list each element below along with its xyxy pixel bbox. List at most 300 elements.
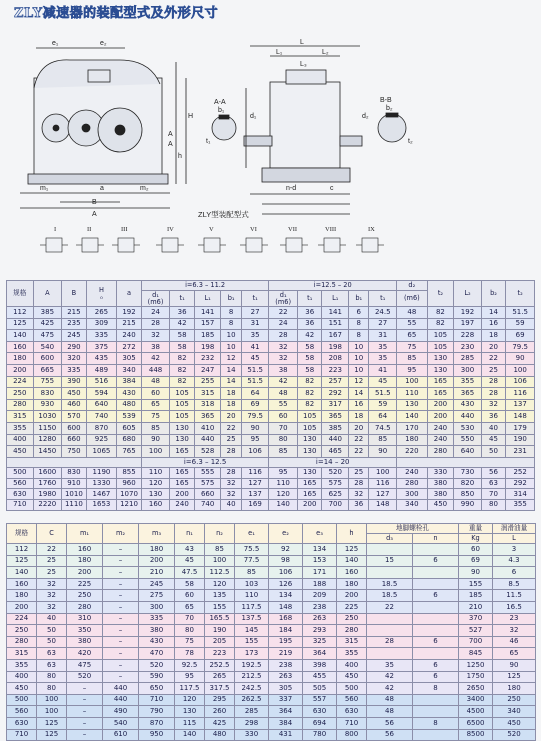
table-cell: 25 [221, 434, 241, 446]
table-cell: 315 [337, 636, 367, 648]
table-row [7, 590, 536, 602]
table-cell: 8500 [459, 729, 493, 741]
table-cell: 69 [241, 399, 269, 411]
table-cell: 340 [117, 364, 142, 376]
table1-body-b [7, 467, 535, 510]
table-cell: 82 [297, 399, 322, 411]
table-cell: 590 [139, 671, 175, 683]
table-row [7, 601, 536, 613]
table-cell: 100 [369, 467, 397, 478]
table-cell: 48 [367, 706, 413, 718]
dim-label-m2: m₂ [140, 185, 149, 192]
table-cell: 1150 [33, 422, 62, 434]
table-cell: 500 [337, 683, 367, 695]
table-cell: 263 [303, 613, 337, 625]
table-cell: 8 [221, 318, 241, 330]
table-cell: 355 [7, 422, 34, 434]
table-cell: 465 [322, 446, 349, 458]
table-cell: 36 [297, 318, 322, 330]
table-cell: 420 [67, 648, 103, 660]
table-cell: 430 [117, 388, 142, 400]
table-cell: 103 [235, 578, 269, 590]
table-cell: 8 [413, 683, 459, 695]
table-cell: 126 [269, 578, 303, 590]
table-cell: 20 [349, 422, 369, 434]
table-cell: 35 [367, 659, 413, 671]
table-cell: 55 [397, 318, 428, 330]
table-cell: 79.5 [506, 341, 535, 353]
table-cell: 110 [269, 478, 298, 489]
dim-label-b1: b₁ [218, 107, 225, 114]
table-cell: 65 [397, 330, 428, 342]
table-cell: 51.5 [241, 376, 269, 388]
table-cell: 100 [141, 446, 170, 458]
table-cell: 539 [117, 411, 142, 423]
table-cell: 70 [269, 422, 298, 434]
table-cell: 660 [62, 434, 87, 446]
table-cell: 260 [205, 706, 235, 718]
table-cell: 250 [7, 625, 37, 637]
table-cell: 90 [241, 422, 269, 434]
t2-header-m1: m₁ [67, 524, 103, 544]
table-cell: 110 [141, 467, 170, 478]
table-cell: 197 [454, 318, 482, 330]
table-cell: 31 [369, 330, 397, 342]
t2-header-m3: m₃ [139, 524, 175, 544]
table-cell: 165 [297, 478, 322, 489]
table-cell: 41 [241, 341, 269, 353]
table-cell: 20 [481, 341, 506, 353]
table-cell: 845 [459, 648, 493, 660]
table-cell: 625 [322, 489, 349, 500]
table-cell: 165 [170, 467, 195, 478]
table-cell: 42 [170, 318, 195, 330]
section-a-a [212, 115, 236, 140]
table-cell: 245 [62, 330, 87, 342]
table-row [7, 555, 536, 567]
side-view [244, 46, 362, 214]
table-row [7, 434, 535, 446]
table-cell: 90 [493, 659, 536, 671]
table-cell: 95 [397, 364, 428, 376]
table-cell: 1467 [86, 489, 117, 500]
col-header-l2: L₂ [454, 281, 482, 307]
table-cell: 400 [7, 671, 37, 683]
table-row [7, 446, 535, 458]
table-cell: 870 [86, 422, 117, 434]
svg-text:VIII: VIII [325, 226, 337, 233]
svg-text:IV: IV [167, 226, 174, 233]
table-cell: 141 [322, 307, 349, 319]
table-cell: 335 [139, 613, 175, 625]
table-cell: 51.5 [369, 388, 397, 400]
table-cell: 105 [297, 422, 322, 434]
table-cell: 106 [269, 567, 303, 579]
table-cell: 212.5 [235, 671, 269, 683]
table-cell: 18 [349, 411, 369, 423]
table-cell: 505 [303, 683, 337, 695]
table-cell: 28 [221, 467, 241, 478]
col-header-t2: t₂ [427, 281, 454, 307]
col-header-d2: d₂ [397, 281, 428, 291]
table-cell: 600 [62, 422, 87, 434]
table-cell: 318 [194, 399, 221, 411]
table-cell: 28 [221, 446, 241, 458]
table-cell: 1980 [33, 489, 62, 500]
table-cell: 28 [349, 478, 369, 489]
table-cell: 440 [454, 411, 482, 423]
table-cell: 575 [322, 478, 349, 489]
table-cell: 3400 [459, 694, 493, 706]
table-cell: 51.5 [241, 364, 269, 376]
col-header-l1-2: L₁ [322, 291, 349, 307]
table-cell: 224 [7, 376, 34, 388]
t2-header-spec: 规格 [7, 524, 37, 544]
table-cell: 6 [413, 659, 459, 671]
table-cell: 140 [175, 729, 205, 741]
table-cell: 231 [506, 446, 535, 458]
table-cell [367, 625, 413, 637]
table-cell: 200 [7, 364, 34, 376]
table-cell: 105 [170, 388, 195, 400]
table-cell: 78 [175, 648, 205, 660]
table-cell: 210 [139, 567, 175, 579]
table-cell: 765 [117, 446, 142, 458]
table-cell: 10 [221, 330, 241, 342]
table-cell: 364 [303, 648, 337, 660]
table-cell: 105 [170, 411, 195, 423]
table-cell: 32 [37, 578, 67, 590]
table-cell: 530 [454, 422, 482, 434]
table-cell: 58 [175, 578, 205, 590]
table-cell: 198 [322, 341, 349, 353]
table-cell: 32 [269, 341, 298, 353]
table-cell: 375 [86, 341, 117, 353]
table-cell: 14 [481, 307, 506, 319]
table-cell: 35 [369, 353, 397, 365]
assembly-caption: ZLY型装配型式 [198, 210, 249, 219]
table-cell: 300 [397, 489, 428, 500]
table-cell: 280 [67, 601, 103, 613]
dim-label-d2: d₂ [362, 113, 369, 120]
table-cell: 117.5 [235, 601, 269, 613]
table-cell: – [103, 648, 139, 660]
table-cell: 293 [303, 625, 337, 637]
table-cell: – [103, 613, 139, 625]
table-cell: 130 [141, 489, 170, 500]
table-cell: 82 [427, 318, 454, 330]
dim-label-l3: L₃ [300, 61, 307, 68]
assembly-type-9 [356, 226, 384, 252]
table-cell: 65 [141, 399, 170, 411]
table-cell: 850 [454, 489, 482, 500]
table-cell: 32 [141, 330, 170, 342]
table-row [7, 330, 535, 342]
table-cell: 240 [427, 422, 454, 434]
table-cell: 42 [367, 683, 413, 695]
table-cell: 575 [194, 478, 221, 489]
table-cell: 188 [303, 578, 337, 590]
table-cell: 63 [37, 659, 67, 671]
table-cell: 910 [62, 478, 87, 489]
table-cell: 228 [454, 330, 482, 342]
table-cell: 380 [67, 636, 103, 648]
table-cell: 370 [459, 613, 493, 625]
table-cell: 85 [369, 434, 397, 446]
table-cell: 42 [269, 376, 298, 388]
table-cell: 58 [297, 353, 322, 365]
col-header-h [86, 281, 117, 307]
table-cell: 594 [86, 388, 117, 400]
table-cell: 200 [67, 567, 103, 579]
table-cell: 185 [459, 590, 493, 602]
table-cell [413, 544, 459, 556]
table-cell: 450 [62, 388, 87, 400]
table-cell: 190 [506, 434, 535, 446]
cut-mark-a-lower: A [168, 141, 173, 148]
table-cell: 16 [349, 399, 369, 411]
table-cell: 180 [7, 590, 37, 602]
table-cell: 200 [170, 489, 195, 500]
group-header-i2: i=12.5 – 20 [269, 281, 397, 291]
assembly-type-3 [112, 226, 140, 252]
table-cell: 28 [481, 376, 506, 388]
mounting-table [6, 523, 536, 741]
table-cell: 45 [175, 555, 205, 567]
table-cell: 22 [221, 422, 241, 434]
table-cell: 350 [67, 625, 103, 637]
table-cell: 398 [303, 659, 337, 671]
table-cell: 160 [7, 578, 37, 590]
table-cell: 250 [67, 590, 103, 602]
table-cell: 570 [62, 411, 87, 423]
table-cell: 85 [235, 567, 269, 579]
table-cell: 10 [349, 353, 369, 365]
table-cell: 10 [349, 364, 369, 376]
table-cell: 1010 [62, 489, 87, 500]
table-cell: 80 [269, 434, 298, 446]
table-cell: 22 [349, 434, 369, 446]
table-cell [413, 729, 459, 741]
table-cell: 730 [454, 467, 482, 478]
table-cell: 292 [506, 478, 535, 489]
table-cell: 25 [37, 567, 67, 579]
table-cell: 40 [37, 613, 67, 625]
table-cell: 11.5 [493, 590, 536, 602]
table-cell: 173 [235, 648, 269, 660]
table-cell: 82 [170, 364, 195, 376]
t2-header-m2: m₂ [103, 524, 139, 544]
table-cell: 265 [86, 307, 117, 319]
table-cell: 800 [337, 729, 367, 741]
table-cell: 28 [141, 318, 170, 330]
table-cell: 1190 [86, 467, 117, 478]
table-cell: 135 [205, 590, 235, 602]
table-cell: 6 [493, 567, 536, 579]
table-cell: 32 [37, 601, 67, 613]
table-cell: 130 [175, 706, 205, 718]
assembly-type-4 [156, 226, 184, 252]
table-cell: 630 [7, 717, 37, 729]
table-cell: – [67, 729, 103, 741]
t2-header-h: h [337, 524, 367, 544]
table-cell: 450 [493, 717, 536, 729]
table-cell: 430 [139, 636, 175, 648]
table-cell: 165 [297, 489, 322, 500]
col-header-b1-1: b₁ [221, 291, 241, 307]
table-cell: 450 [337, 671, 367, 683]
dim-label-h-small: h [178, 153, 182, 160]
table-cell: 153 [303, 555, 337, 567]
table-cell: 56 [367, 729, 413, 741]
table-cell: 215 [117, 318, 142, 330]
table-cell: 100 [397, 376, 428, 388]
table-cell: 18 [221, 388, 241, 400]
table-cell: 180 [7, 353, 34, 365]
table-cell: 45 [241, 353, 269, 365]
table-cell: 41 [369, 364, 397, 376]
table-cell: 155 [459, 578, 493, 590]
table-cell [413, 694, 459, 706]
table-cell: 42 [141, 353, 170, 365]
table-cell: 520 [493, 729, 536, 741]
table-row [7, 500, 535, 511]
table-cell: 710 [337, 717, 367, 729]
table-row [7, 388, 535, 400]
front-view [20, 48, 186, 208]
table-cell: 540 [33, 341, 62, 353]
col-header-a-small: a [117, 281, 142, 307]
table-cell: 127 [369, 489, 397, 500]
table-cell: 205 [205, 636, 235, 648]
table-cell [413, 578, 459, 590]
t2-header-d3: d₃ [367, 534, 413, 544]
table-cell: 224 [7, 613, 37, 625]
t2-header-e3: e₃ [303, 524, 337, 544]
table-cell: 22 [269, 307, 298, 319]
table-cell: 105 [427, 330, 454, 342]
table-cell: 105 [170, 399, 195, 411]
t2-header-e1: e₁ [235, 524, 269, 544]
table-cell: 240 [117, 330, 142, 342]
table-cell: 250 [7, 388, 34, 400]
table-cell: 219 [269, 648, 303, 660]
table-row [7, 422, 535, 434]
col-header-d1-1 [141, 291, 170, 307]
table-cell: 640 [86, 399, 117, 411]
col-header-d1-2 [269, 291, 298, 307]
table-cell: 48 [397, 307, 428, 319]
table-cell: 120 [175, 694, 205, 706]
table-cell: – [67, 683, 103, 695]
table-cell: 192.5 [235, 659, 269, 671]
table-cell: 106 [506, 376, 535, 388]
t2-header-n1: n₁ [175, 524, 205, 544]
table-cell: 116 [369, 478, 397, 489]
table-cell: 200 [427, 411, 454, 423]
table-cell: 85 [269, 446, 298, 458]
table-cell: 47.5 [175, 567, 205, 579]
table-cell: 100 [37, 706, 67, 718]
table-cell: 431 [269, 729, 303, 741]
table-cell: 340 [493, 706, 536, 718]
table-cell: 475 [67, 659, 103, 671]
table-row [7, 717, 536, 729]
table-cell: 225 [67, 578, 103, 590]
page-title: ZLY减速器的装配型式及外形尺寸 [14, 6, 219, 21]
svg-text:V: V [209, 226, 214, 233]
t2-header-n2: n₂ [205, 524, 235, 544]
table-cell: 335 [86, 330, 117, 342]
table-cell: 75.5 [235, 544, 269, 556]
dim-label-n-d: n-d [286, 185, 297, 192]
col-header-d1-1-label: d₁ [152, 290, 159, 299]
table-cell: 56 [367, 717, 413, 729]
table-cell: 127 [241, 478, 269, 489]
table-cell: 92.5 [175, 659, 205, 671]
table-cell: 870 [139, 717, 175, 729]
table-row [7, 671, 536, 683]
table-cell: 365 [454, 388, 482, 400]
table-cell: 200 [297, 500, 322, 511]
t2-header-weight: 重量 [459, 524, 493, 534]
table-cell: 18 [481, 330, 506, 342]
table-cell: 130 [427, 364, 454, 376]
table-cell: 140 [269, 500, 298, 511]
table-cell: 22 [349, 446, 369, 458]
table-cell: 137 [241, 489, 269, 500]
table-cell: 6 [413, 671, 459, 683]
table-cell: 18.5 [367, 578, 413, 590]
table-cell: 125 [493, 671, 536, 683]
table-row [7, 683, 536, 695]
table-cell: 15 [367, 555, 413, 567]
table-cell: 450 [7, 446, 34, 458]
table-cell: 255 [194, 376, 221, 388]
table-cell: – [103, 671, 139, 683]
table-row [7, 706, 536, 718]
table-cell: 98 [269, 555, 303, 567]
table-cell: 90 [369, 446, 397, 458]
table-cell: 165 [170, 446, 195, 458]
table-cell: 440 [103, 694, 139, 706]
table-cell: 14 [349, 388, 369, 400]
dim-label-b: B [92, 199, 97, 206]
table1-body-a [7, 307, 535, 458]
table-cell: 8 [221, 307, 241, 319]
table-cell: 12 [221, 353, 241, 365]
table-row [7, 467, 535, 478]
assembly-type-7 [280, 226, 308, 252]
table-cell: 240 [427, 434, 454, 446]
subheader-blank-2 [397, 457, 535, 467]
table-cell: 430 [454, 399, 482, 411]
table-cell: 160 [141, 500, 170, 511]
col-header-t2b: t₂ [506, 281, 535, 307]
table-cell: 100 [506, 364, 535, 376]
group-header-i2-b: i=14 – 20 [269, 457, 397, 467]
table-cell: 380 [427, 478, 454, 489]
svg-text:IX: IX [368, 226, 375, 233]
table-cell: 32 [349, 489, 369, 500]
table-cell: 45 [369, 376, 397, 388]
t2-header-l: L [493, 534, 536, 544]
table-cell: 280 [7, 399, 34, 411]
col-header-h-sub: ₀ [100, 292, 103, 301]
table-cell: – [67, 717, 103, 729]
table-cell: 77.5 [235, 555, 269, 567]
table-cell: 69 [459, 555, 493, 567]
